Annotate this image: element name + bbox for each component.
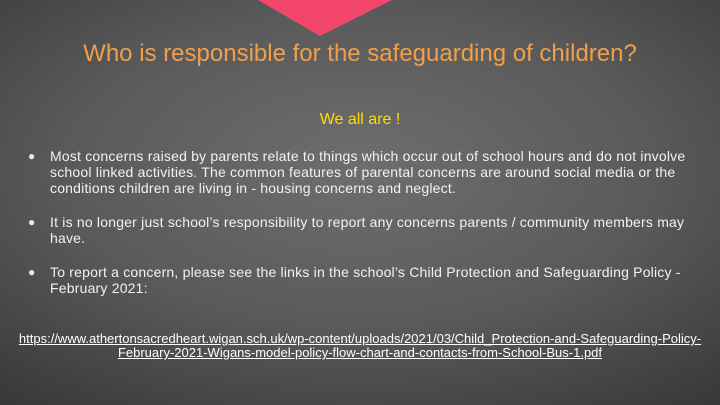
bullet-dot-icon: ●: [28, 265, 36, 279]
bullet-item: [26, 148, 690, 196]
bullet-text: To report a concern, please see the links in the school’s Child Protection and Safeguarding Policy - February 2021:: [50, 264, 681, 296]
bullet-item: [26, 214, 690, 246]
policy-link[interactable]: https://www.athertonsacredheart.wigan.sch.uk/wp-content/uploads/2021/03/Child_Protection-and-Safeguarding-Policy-February-2021-Wigans-model-policy-flow-chart-and-contacts-from-School-Bus-1.pdf: [18, 331, 702, 360]
bullet-item: [26, 264, 690, 296]
bullet-dot-icon: ●: [28, 149, 36, 163]
bullet-list: [26, 148, 690, 296]
bullet-dot-icon: ●: [28, 215, 36, 229]
bullet-text: It is no longer just school’s responsibility to report any concerns parents / community members may have.: [50, 214, 685, 246]
bullet-text: Most concerns raised by parents relate to things which occur out of school hours and do not involve school linked activities. The common features of parental concerns are around social media or the conditions children are living in - housing concerns and neglect.: [50, 148, 686, 196]
slide-title: Who is responsible for the safeguarding of children?: [83, 40, 637, 67]
slide-subtitle: We all are !: [319, 111, 401, 128]
